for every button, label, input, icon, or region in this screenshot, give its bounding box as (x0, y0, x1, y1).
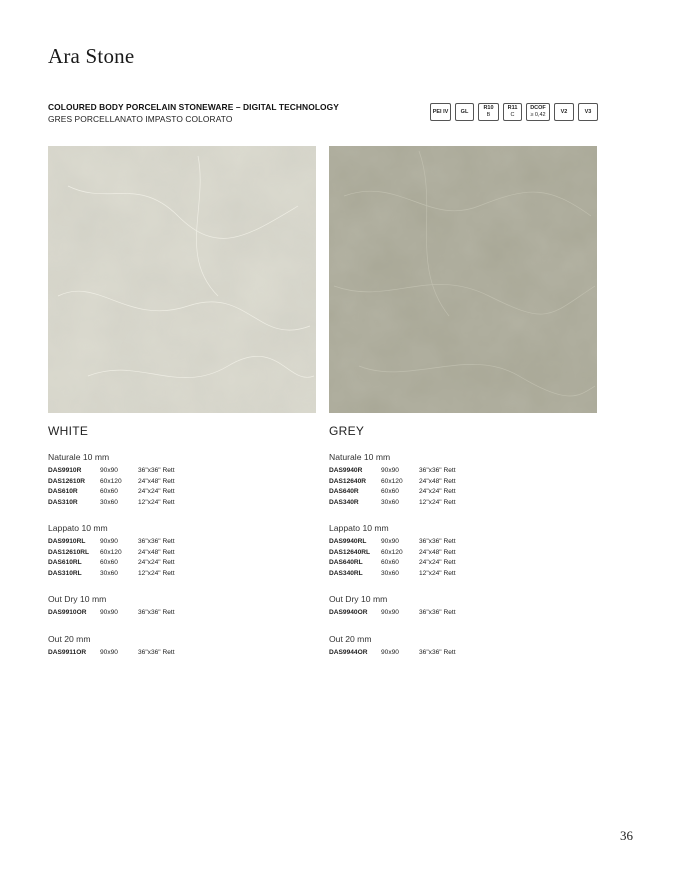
size-inch: 12"x24" Rett (419, 569, 456, 577)
size-inch: 24"x48" Rett (419, 477, 456, 485)
tile-image-grey (329, 146, 597, 413)
badge-label: PEI IV (432, 108, 449, 115)
product-row (48, 467, 318, 478)
product-row (329, 499, 599, 510)
size-inch: 36"x36" Rett (138, 648, 175, 656)
size-cm: 90x90 (100, 538, 118, 545)
product-row (329, 570, 599, 581)
size-inch: 12"x24" Rett (419, 498, 456, 506)
product-code: DAS9940RL (329, 538, 367, 545)
product-row (48, 488, 318, 499)
badge (526, 103, 550, 121)
product-row (329, 488, 599, 499)
size-cm: 90x90 (100, 609, 118, 616)
size-cm: 90x90 (100, 648, 118, 656)
size-cm: 60x60 (100, 488, 118, 495)
product-code: DAS9910R (48, 467, 82, 474)
product-code: DAS9940R (329, 467, 363, 474)
product-row (329, 467, 599, 478)
badge-label: GL (460, 108, 469, 115)
finish-group (48, 523, 318, 580)
size-cm: 30x60 (100, 569, 118, 577)
product-row (329, 538, 599, 549)
size-inch: 24"x24" Rett (138, 559, 175, 566)
size-cm: 30x60 (381, 498, 399, 506)
size-cm: 90x90 (381, 648, 399, 656)
size-inch: 24"x24" Rett (138, 488, 175, 495)
variant-column-grey (329, 424, 599, 659)
finish-group (329, 634, 599, 660)
finish-title: Out 20 mm (48, 633, 91, 644)
finish-title: Lappato 10 mm (48, 523, 108, 533)
product-code: DAS9911OR (48, 648, 87, 656)
product-code: DAS310RL (48, 569, 82, 577)
product-row (329, 649, 599, 660)
badge (455, 103, 474, 121)
product-code: DAS340RL (329, 569, 363, 577)
product-row (48, 499, 318, 510)
badge-label: V2 (560, 108, 568, 115)
badge-label: R11 (507, 105, 518, 111)
size-inch: 36"x36" Rett (419, 648, 456, 656)
product-row (48, 609, 318, 620)
size-cm: 60x120 (100, 477, 122, 485)
size-cm: 60x60 (381, 488, 399, 495)
size-inch: 24"x48" Rett (138, 477, 175, 485)
size-cm: 90x90 (381, 538, 399, 545)
variant-column-white (48, 424, 318, 659)
finish-group (329, 594, 599, 620)
size-inch: 36"x36" Rett (419, 609, 456, 616)
badge-sublabel: ≥ 0,42 (530, 112, 546, 118)
size-inch: 12"x24" Rett (138, 569, 175, 577)
badge-label: R10 (483, 105, 494, 111)
size-cm: 60x60 (100, 559, 118, 566)
product-code: DAS640R (329, 488, 359, 495)
product-row (48, 559, 318, 570)
size-inch: 36"x36" Rett (419, 467, 456, 474)
product-row (329, 559, 599, 570)
size-cm: 90x90 (381, 467, 399, 474)
size-inch: 36"x36" Rett (138, 538, 175, 545)
product-code: DAS12610RL (48, 548, 90, 556)
finish-group (329, 452, 599, 509)
badge-sublabel: B (486, 112, 491, 118)
finish-group (329, 523, 599, 580)
size-cm: 30x60 (100, 498, 118, 506)
finish-title: Naturale 10 mm (329, 452, 391, 462)
product-code: DAS340R (329, 498, 359, 506)
subtitle-italian: GRES PORCELLANATO IMPASTO COLORATO (48, 114, 233, 124)
finish-group (48, 452, 318, 509)
size-inch: 36"x36" Rett (138, 609, 175, 616)
product-row (329, 549, 599, 560)
size-cm: 30x60 (381, 569, 399, 577)
product-code: DAS9910OR (48, 609, 87, 616)
finish-title: Out Dry 10 mm (48, 594, 107, 604)
size-inch: 24"x48" Rett (138, 548, 175, 556)
variant-name: WHITE (48, 424, 89, 438)
product-code: DAS12640R (329, 477, 367, 485)
product-row (48, 478, 318, 489)
product-row (329, 478, 599, 489)
badge (554, 103, 574, 121)
page-title: Ara Stone (48, 44, 135, 68)
size-cm: 90x90 (381, 609, 399, 616)
size-cm: 60x60 (381, 559, 399, 566)
product-code: DAS310R (48, 498, 78, 506)
product-code: DAS9944OR (329, 648, 368, 656)
size-cm: 60x120 (381, 548, 403, 556)
badge-label: V3 (584, 108, 592, 115)
badge-sublabel: C (510, 112, 515, 118)
badge (478, 103, 499, 121)
size-inch: 24"x48" Rett (419, 548, 456, 556)
product-code: DAS12640RL (329, 548, 371, 556)
product-code: DAS610RL (48, 559, 82, 566)
finish-title: Lappato 10 mm (329, 523, 389, 533)
product-code: DAS610R (48, 488, 78, 495)
variant-name: GREY (329, 424, 365, 438)
page-number: 36 (620, 828, 633, 843)
size-cm: 60x120 (100, 548, 122, 556)
tile-image-white (48, 146, 316, 413)
finish-title: Out 20 mm (329, 633, 372, 644)
finish-title: Naturale 10 mm (48, 452, 110, 462)
product-row (48, 549, 318, 560)
product-code: DAS640RL (329, 559, 363, 566)
badge-label: DCOF (530, 105, 546, 111)
size-cm: 90x90 (100, 467, 118, 474)
size-inch: 36"x36" Rett (419, 538, 456, 545)
product-row (48, 570, 318, 581)
product-row (329, 609, 599, 620)
badge (503, 103, 522, 121)
product-row (48, 538, 318, 549)
product-code: DAS9940OR (329, 609, 368, 616)
subtitle-english: COLOURED BODY PORCELAIN STONEWARE – DIGITAL TECHNOLOGY (48, 102, 339, 112)
finish-group (48, 634, 318, 660)
size-inch: 24"x24" Rett (419, 559, 456, 566)
finish-group (48, 594, 318, 620)
product-code: DAS12610R (48, 477, 86, 485)
product-code: DAS9910RL (48, 538, 86, 545)
size-inch: 36"x36" Rett (138, 467, 175, 474)
product-row (48, 649, 318, 660)
badge (578, 103, 598, 121)
size-cm: 60x120 (381, 477, 403, 485)
size-inch: 24"x24" Rett (419, 488, 456, 495)
badge (430, 103, 451, 121)
finish-title: Out Dry 10 mm (329, 594, 388, 604)
size-inch: 12"x24" Rett (138, 498, 175, 506)
